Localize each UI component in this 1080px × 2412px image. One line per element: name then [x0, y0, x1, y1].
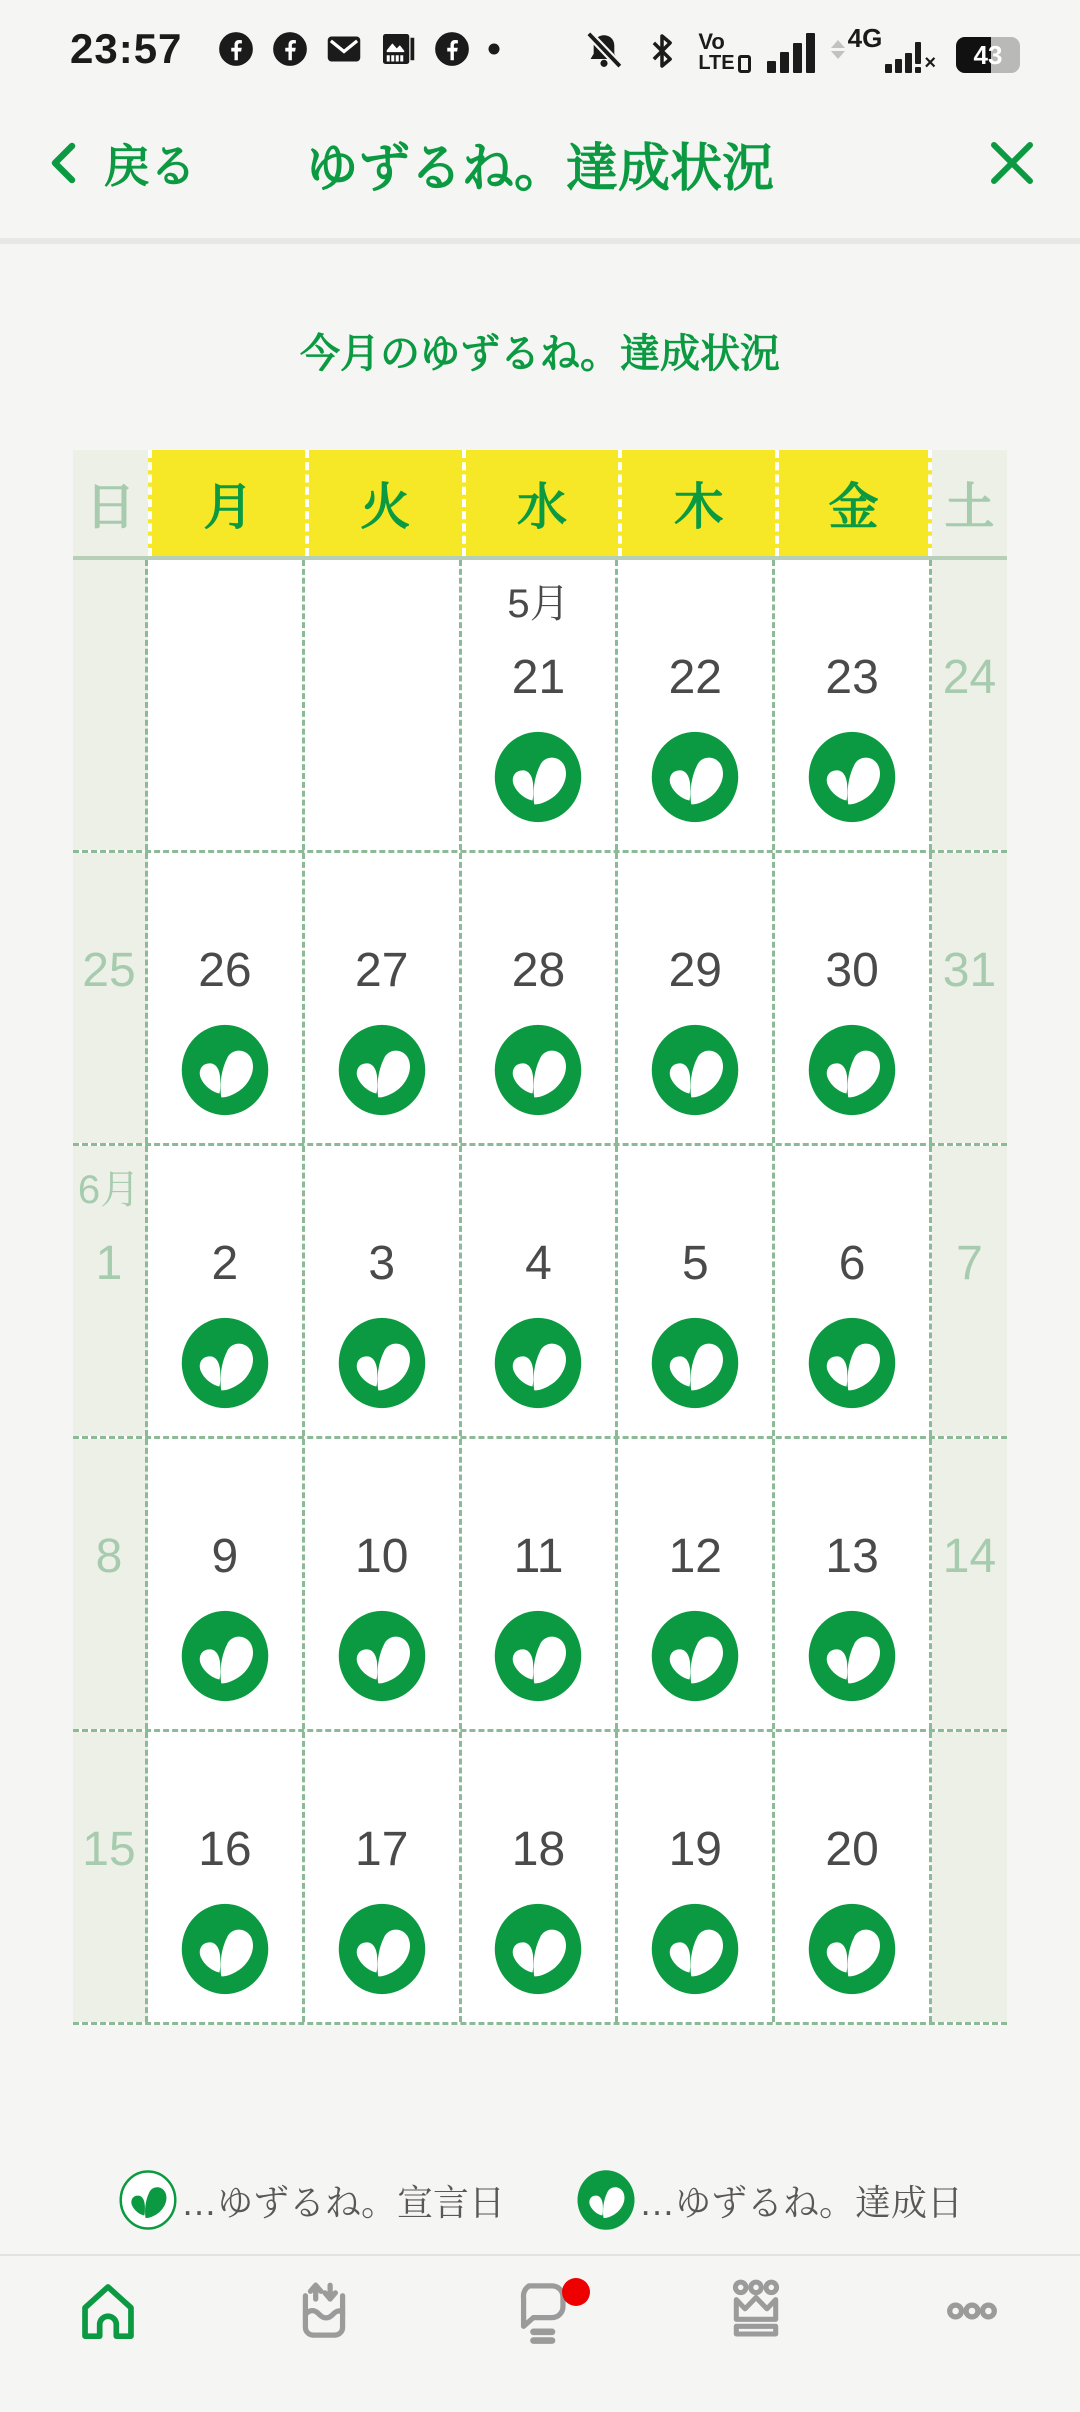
- day-number: 28: [511, 944, 566, 997]
- calendar-cell-empty: [932, 1732, 1007, 2022]
- month-label: 6月: [77, 1168, 141, 1212]
- calendar-cell-day-10: [305, 1439, 462, 1729]
- yuzurune-achieved-icon: [805, 1900, 899, 1998]
- legend-label: …ゆずるね。宣言日: [180, 2181, 505, 2223]
- no-data-icon: ×: [924, 52, 936, 74]
- signal-alert-icon: [915, 42, 921, 73]
- section-subtitle: 今月のゆずるね。達成状況: [300, 332, 780, 376]
- day-number: 9: [211, 1530, 239, 1583]
- nav-premium[interactable]: [648, 2256, 864, 2412]
- yuzurune-achieved-icon: [491, 1314, 585, 1412]
- calendar-cell-empty: [73, 560, 148, 850]
- calendar-cell-day-4: [462, 1146, 619, 1436]
- day-number: 2: [211, 1237, 239, 1290]
- nav-more[interactable]: [864, 2256, 1080, 2412]
- day-number: 26: [198, 944, 252, 997]
- calendar-row-5: [73, 1732, 1007, 2025]
- day-number: 24: [942, 651, 997, 704]
- calendar-row-1: [73, 560, 1007, 853]
- day-number: 3: [368, 1237, 396, 1290]
- volte-indicator: Vo LTE: [698, 31, 750, 73]
- yuzurune-achieved-icon: [805, 1607, 899, 1705]
- nav-home[interactable]: [0, 2256, 216, 2412]
- facebook-icon: [432, 29, 472, 69]
- legend-label: …ゆずるね。達成日: [639, 2181, 964, 2223]
- day-number: 30: [825, 944, 879, 997]
- calendar-cell-day-19: [618, 1732, 775, 2022]
- yuzurune-achieved-icon: [335, 1314, 429, 1412]
- day-number: 6: [838, 1237, 866, 1290]
- calendar-cell-day-20: [775, 1732, 932, 2022]
- legend: [0, 2164, 1080, 2236]
- weekday-header-sat: 土: [932, 450, 1007, 556]
- yuzurune-achieved-icon: [805, 728, 899, 826]
- weekday-header-sun: 日: [73, 450, 148, 556]
- weekday-header-wed: 水: [462, 450, 619, 556]
- calendar-cell-day-14: [932, 1439, 1007, 1729]
- calendar-cell-day-17: [305, 1732, 462, 2022]
- facebook-icon: [216, 29, 256, 69]
- day-number: 20: [825, 1823, 879, 1876]
- data-usage-icon: [289, 2276, 359, 2346]
- calendar-cell-day-22: [618, 560, 775, 850]
- more-icon: [937, 2276, 1007, 2346]
- legend-item-declared: [117, 2166, 505, 2234]
- calendar-cell-day-6: [775, 1146, 932, 1436]
- calendar-row-3: [73, 1146, 1007, 1439]
- yuzurune-achieved-icon: [178, 1607, 272, 1705]
- yuzurune-achieved-icon: [491, 728, 585, 826]
- yuzurune-achieved-icon: [178, 1021, 272, 1119]
- calendar-cell-day-2: [148, 1146, 305, 1436]
- calendar-cell-day-5: [618, 1146, 775, 1436]
- bluetooth-icon: [642, 29, 682, 73]
- calendar-cell-day-13: [775, 1439, 932, 1729]
- yuzurune-achieved-icon: [491, 1607, 585, 1705]
- day-number: 4: [525, 1237, 552, 1290]
- secondary-signal-icon: 4G ×: [831, 25, 936, 73]
- calendar-cell-day-7: [932, 1146, 1007, 1436]
- yuzurune-achieved-icon: [805, 1314, 899, 1412]
- calendar-row-4: [73, 1439, 1007, 1732]
- yuzurune-achieved-icon: [178, 1314, 272, 1412]
- nav-data-usage[interactable]: [216, 2256, 432, 2412]
- calendar-cell-day-25: [73, 853, 148, 1143]
- day-number: 21: [511, 651, 566, 704]
- calendar-cell-day-9: [148, 1439, 305, 1729]
- day-number: 1: [95, 1237, 123, 1290]
- gallery-icon: [378, 29, 418, 69]
- battery-percent: 43: [973, 39, 1003, 70]
- notifications-off-icon: [582, 29, 626, 73]
- legend-item-achieved: [575, 2166, 963, 2234]
- calendar-cell-day-12: [618, 1439, 775, 1729]
- yuzurune-achieved-icon: [335, 1021, 429, 1119]
- weekday-header-mon: 月: [148, 450, 305, 556]
- signal-strength-icon: [767, 33, 815, 73]
- day-number: 7: [956, 1237, 983, 1290]
- day-number: 15: [82, 1823, 136, 1876]
- calendar-cell-day-15: [73, 1732, 148, 2022]
- mail-icon: [324, 29, 364, 69]
- calendar-cell-day-29: [618, 853, 775, 1143]
- day-number: 19: [668, 1823, 722, 1876]
- facebook-icon: [270, 29, 310, 69]
- yuzurune-achieved-icon: [335, 1607, 429, 1705]
- dot-notification-icon: [486, 41, 502, 57]
- calendar-cell-empty: [148, 560, 305, 850]
- day-number: 12: [668, 1530, 722, 1583]
- calendar-cell-day-28: [462, 853, 619, 1143]
- day-number: 18: [511, 1823, 566, 1876]
- yuzurune-achieved-icon: [648, 1900, 742, 1998]
- calendar-cell-day-30: [775, 853, 932, 1143]
- close-icon: [986, 137, 1038, 189]
- yuzurune-achieved-icon: [178, 1900, 272, 1998]
- day-number: 31: [942, 944, 997, 997]
- chevron-left-icon: [42, 139, 86, 187]
- day-number: 17: [355, 1823, 409, 1876]
- clock: 23:57: [70, 25, 183, 72]
- calendar-cell-day-23: [775, 560, 932, 850]
- bottom-navigation: [0, 2256, 1080, 2412]
- battery-indicator: [956, 37, 1020, 73]
- achievement-calendar: [73, 450, 1007, 2025]
- day-number: 23: [825, 651, 879, 704]
- back-button[interactable]: [42, 130, 196, 196]
- day-number: 25: [82, 944, 136, 997]
- day-number: 22: [668, 651, 722, 704]
- status-bar: [0, 0, 1080, 88]
- system-status-icons: [582, 25, 1020, 73]
- day-number: 13: [825, 1530, 879, 1583]
- calendar-row-2: [73, 853, 1007, 1146]
- yuzurune-declared-icon: [117, 2166, 179, 2234]
- calendar-weekday-header: [73, 450, 1007, 560]
- page-title: ゆずるね。達成状況: [305, 139, 774, 198]
- calendar-cell-day-3: [305, 1146, 462, 1436]
- day-number: 10: [355, 1530, 409, 1583]
- yuzurune-achieved-icon: [648, 1021, 742, 1119]
- close-button[interactable]: [986, 137, 1038, 189]
- calendar-cell-day-8: [73, 1439, 148, 1729]
- day-number: 11: [513, 1530, 564, 1583]
- weekday-header-thu: 木: [618, 450, 775, 556]
- calendar-cell-empty: [305, 560, 462, 850]
- calendar-cell-day-27: [305, 853, 462, 1143]
- day-number: 5: [681, 1237, 709, 1290]
- yuzurune-achieved-icon: [491, 1021, 585, 1119]
- calendar-cell-day-31: [932, 853, 1007, 1143]
- day-number: 14: [942, 1530, 997, 1583]
- yuzurune-achieved-icon: [648, 728, 742, 826]
- calendar-cell-day-26: [148, 853, 305, 1143]
- yuzurune-achieved-icon: [805, 1021, 899, 1119]
- day-number: 29: [668, 944, 722, 997]
- calendar-cell-day-21: [462, 560, 619, 850]
- sim-icon: [738, 55, 751, 73]
- notification-badge: [562, 2278, 590, 2306]
- calendar-cell-day-1: [73, 1146, 148, 1436]
- yuzurune-achieved-icon: [491, 1900, 585, 1998]
- month-label: 5月: [507, 582, 570, 626]
- nav-chat[interactable]: [432, 2256, 648, 2412]
- weekday-header-fri: 金: [775, 450, 932, 556]
- home-icon: [73, 2276, 143, 2346]
- notification-icons: [216, 29, 502, 69]
- yuzurune-achieved-icon: [575, 2166, 637, 2234]
- day-number: 8: [95, 1530, 123, 1583]
- day-number: 16: [198, 1823, 252, 1876]
- calendar-cell-day-16: [148, 1732, 305, 2022]
- crown-icon: [721, 2276, 791, 2346]
- app-header: [0, 88, 1080, 238]
- yuzurune-achieved-icon: [335, 1900, 429, 1998]
- data-arrows-icon: [831, 40, 845, 59]
- calendar-cell-day-24: [932, 560, 1007, 850]
- weekday-header-tue: 火: [305, 450, 462, 556]
- yuzurune-achieved-icon: [648, 1607, 742, 1705]
- day-number: 27: [355, 944, 409, 997]
- calendar-cell-day-11: [462, 1439, 619, 1729]
- back-label: 戻る: [104, 140, 196, 192]
- yuzurune-achieved-icon: [648, 1314, 742, 1412]
- calendar-cell-day-18: [462, 1732, 619, 2022]
